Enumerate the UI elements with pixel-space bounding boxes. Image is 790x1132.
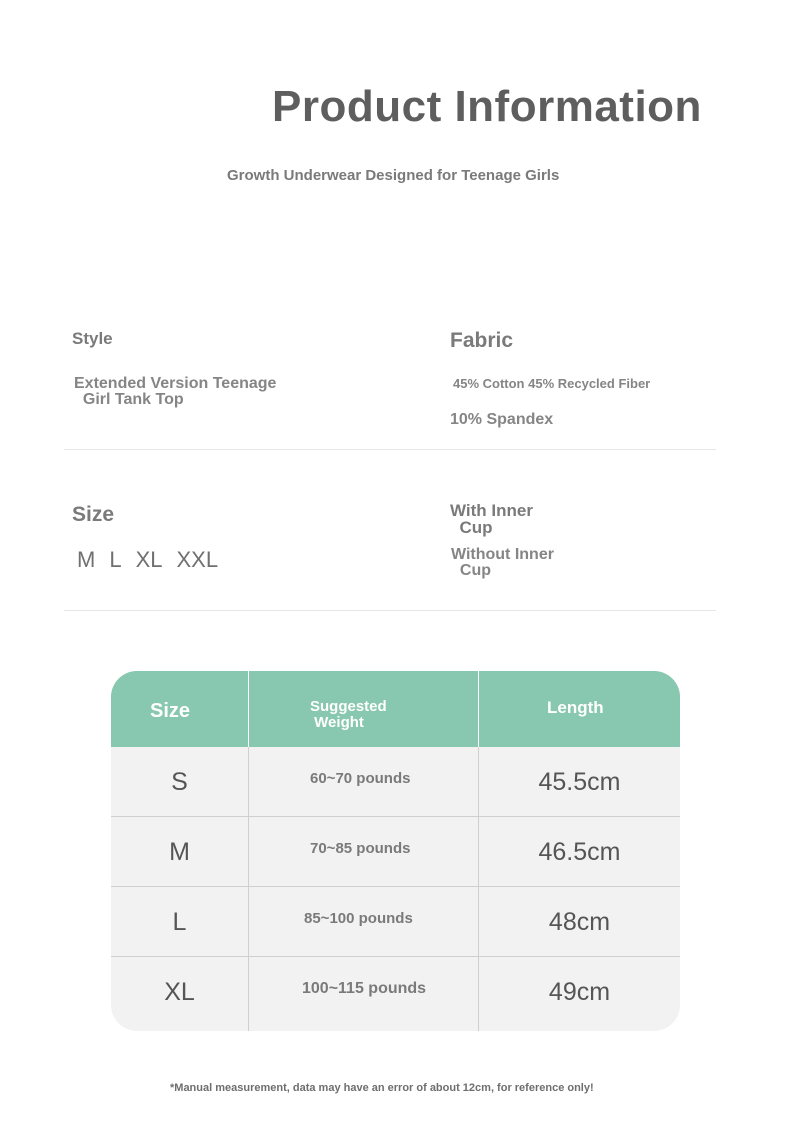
header-column-divider: [248, 671, 249, 747]
fabric-composition: 45% Cotton 45% Recycled Fiber: [453, 376, 651, 391]
row-length: 46.5cm: [538, 837, 621, 866]
size-option-xl: XL: [135, 547, 163, 572]
fabric-spandex: 10% Spandex: [450, 411, 554, 428]
section-divider: [64, 449, 716, 450]
size-option-l: L: [109, 547, 122, 572]
measurement-footnote: *Manual measurement, data may have an error of about 12cm, for reference only!: [170, 1082, 594, 1094]
row-divider: [111, 886, 680, 887]
row-size: S: [171, 767, 188, 796]
table-row: [111, 817, 680, 887]
page-title: Product Information: [272, 82, 702, 131]
row-weight: 60~70 pounds: [310, 770, 411, 787]
row-size: M: [169, 837, 190, 866]
size-option-m: M: [77, 547, 96, 572]
header-suggested-weight: Suggested Weight: [310, 698, 387, 731]
row-length: 45.5cm: [538, 767, 621, 796]
header-size: Size: [150, 700, 191, 722]
row-weight: 70~85 pounds: [310, 840, 411, 857]
style-label: Style: [72, 329, 113, 348]
cup-option-with-inner: With Inner Cup: [450, 501, 533, 537]
section-divider: [64, 610, 716, 611]
row-length: 49cm: [548, 977, 611, 1006]
table-row: [111, 887, 680, 957]
cup-option-without-inner: Without Inner Cup: [451, 546, 554, 579]
row-weight: 85~100 pounds: [304, 910, 413, 927]
header-length: Length: [547, 698, 604, 717]
header-column-divider: [478, 671, 479, 747]
row-divider: [111, 816, 680, 817]
size-label: Size: [72, 503, 115, 526]
style-value: Extended Version Teenage Girl Tank Top: [74, 375, 277, 408]
row-weight: 100~115 pounds: [302, 980, 427, 997]
table-row: [111, 747, 680, 817]
page-subtitle: Growth Underwear Designed for Teenage Girls: [227, 167, 560, 184]
fabric-label: Fabric: [450, 329, 514, 352]
row-divider: [111, 956, 680, 957]
size-option-xxl: XXL: [176, 547, 219, 572]
table-row: [111, 957, 680, 1027]
size-options: [77, 547, 218, 573]
row-size: XL: [164, 977, 195, 1006]
size-chart-table: [111, 671, 680, 1031]
row-size: L: [172, 907, 187, 936]
row-length: 48cm: [548, 907, 611, 936]
